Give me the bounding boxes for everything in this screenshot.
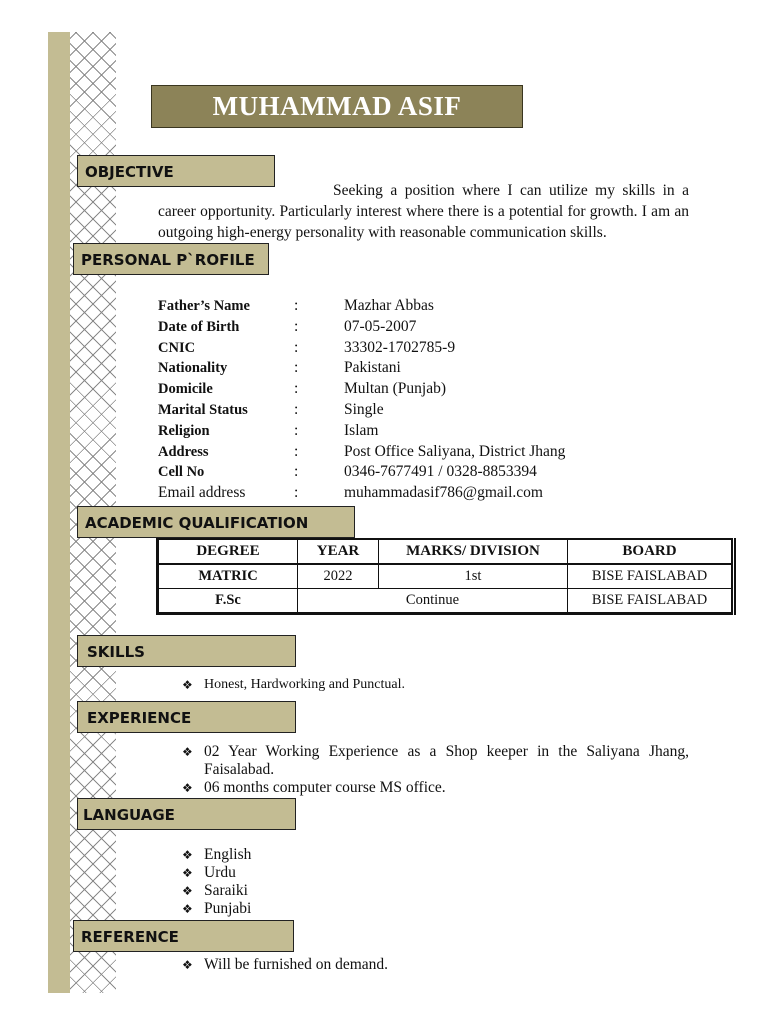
table-cell-degree: F.Sc: [158, 589, 298, 614]
table-row: [158, 564, 734, 589]
table-header-board: BOARD: [568, 539, 734, 564]
table-header-row: [158, 539, 734, 564]
bullet-icon: ❖: [182, 678, 193, 692]
profile-row: [158, 338, 718, 359]
list-item: [182, 779, 689, 797]
profile-value: muhammadasif786@gmail.com: [344, 484, 543, 502]
list-item: [182, 956, 482, 974]
profile-value: Single: [344, 400, 384, 418]
language-text: Urdu: [204, 864, 236, 881]
table-cell-marks: 1st: [379, 564, 568, 589]
profile-value: Pakistani: [344, 359, 401, 377]
profile-colon: :: [294, 421, 299, 439]
bullet-icon: ❖: [182, 884, 193, 898]
profile-row: [158, 358, 718, 379]
profile-value: 07-05-2007: [344, 317, 417, 335]
profile-colon: :: [294, 317, 299, 335]
heading-personal-profile: PERSONAL P`ROFILE: [73, 243, 269, 275]
profile-colon: :: [294, 484, 299, 502]
profile-value: Post Office Saliyana, District Jhang: [344, 442, 566, 460]
reference-list: [182, 956, 482, 974]
experience-list: [182, 743, 689, 797]
profile-colon: :: [294, 338, 299, 356]
language-text: Punjabi: [204, 900, 252, 917]
profile-label: Email address: [158, 484, 246, 502]
bullet-icon: ❖: [182, 848, 193, 862]
skills-list: [182, 676, 442, 694]
table-cell-degree: MATRIC: [158, 564, 298, 589]
heading-academic-qualification: ACADEMIC QUALIFICATION: [77, 506, 355, 538]
profile-colon: :: [294, 297, 299, 314]
heading-objective: OBJECTIVE: [77, 155, 275, 187]
table-header-degree: DEGREE: [158, 539, 298, 564]
profile-row: [158, 442, 718, 463]
profile-colon: :: [294, 463, 299, 481]
profile-value: 33302-1702785-9: [344, 338, 456, 356]
list-item: [182, 900, 442, 918]
table-cell-board: BISE FAISLABAD: [568, 564, 734, 589]
table-cell-year: 2022: [298, 564, 379, 589]
profile-colon: :: [294, 359, 299, 377]
bullet-icon: ❖: [182, 902, 193, 916]
profile-value: Islam: [344, 421, 379, 439]
profile-value: 0346-7677491 / 0328-8853394: [344, 463, 537, 481]
profile-row: [158, 296, 718, 317]
reference-text: Will be furnished on demand.: [204, 956, 389, 973]
heading-experience: EXPERIENCE: [77, 701, 296, 733]
profile-row: [158, 379, 718, 400]
language-text: Saraiki: [204, 882, 248, 899]
language-list: [182, 846, 442, 918]
heading-skills: SKILLS: [77, 635, 296, 667]
list-item: [182, 864, 442, 882]
profile-colon: :: [294, 380, 299, 398]
list-item: [182, 846, 442, 864]
objective-text: Seeking a position where I can utilize my skills in a career opportunity. Particularly interest where there is a potential for growth. I am an outgoing high-energy personality with reasonable communication skills.: [158, 182, 689, 241]
profile-row: [158, 483, 718, 504]
bullet-icon: ❖: [182, 745, 193, 759]
table-header-year: YEAR: [298, 539, 379, 564]
profile-value: Multan (Punjab): [344, 380, 447, 398]
profile-label: Cell No: [158, 464, 205, 481]
profile-label: Domicile: [158, 381, 213, 398]
heading-language: LANGUAGE: [77, 798, 296, 830]
experience-text: 02 Year Working Experience as a Shop keeper in the Saliyana Jhang, Faisalabad.: [204, 743, 689, 778]
table-cell-continue: Continue: [298, 589, 568, 614]
profile-row: [158, 317, 718, 338]
experience-text: 06 months computer course MS office.: [204, 779, 446, 796]
bullet-icon: ❖: [182, 781, 193, 795]
bullet-icon: ❖: [182, 866, 193, 880]
profile-label: Marital Status: [158, 401, 248, 418]
profile-row: [158, 400, 718, 421]
personal-profile-list: [158, 296, 718, 504]
table-row: [158, 589, 734, 614]
table-header-marks: MARKS/ DIVISION: [379, 539, 568, 564]
profile-label: Nationality: [158, 360, 228, 377]
profile-label: Father’s Name: [158, 298, 250, 314]
profile-label: CNIC: [158, 339, 196, 356]
profile-row: [158, 421, 718, 442]
profile-row: [158, 462, 718, 483]
bullet-icon: ❖: [182, 958, 193, 972]
list-item: [182, 743, 689, 779]
table-cell-board: BISE FAISLABAD: [568, 589, 734, 614]
list-item: [182, 882, 442, 900]
profile-label: Address: [158, 443, 209, 460]
profile-label: Date of Birth: [158, 318, 240, 335]
list-item: [182, 676, 442, 694]
heading-reference: REFERENCE: [73, 920, 294, 952]
resume-name: MUHAMMAD ASIF: [151, 85, 523, 128]
side-accent-bar: [48, 32, 70, 993]
profile-colon: :: [294, 442, 299, 460]
skill-text: Honest, Hardworking and Punctual.: [204, 677, 406, 692]
profile-label: Religion: [158, 422, 210, 439]
academic-table: [156, 538, 736, 615]
language-text: English: [204, 846, 252, 863]
profile-value: Mazhar Abbas: [344, 297, 434, 314]
profile-colon: :: [294, 400, 299, 418]
